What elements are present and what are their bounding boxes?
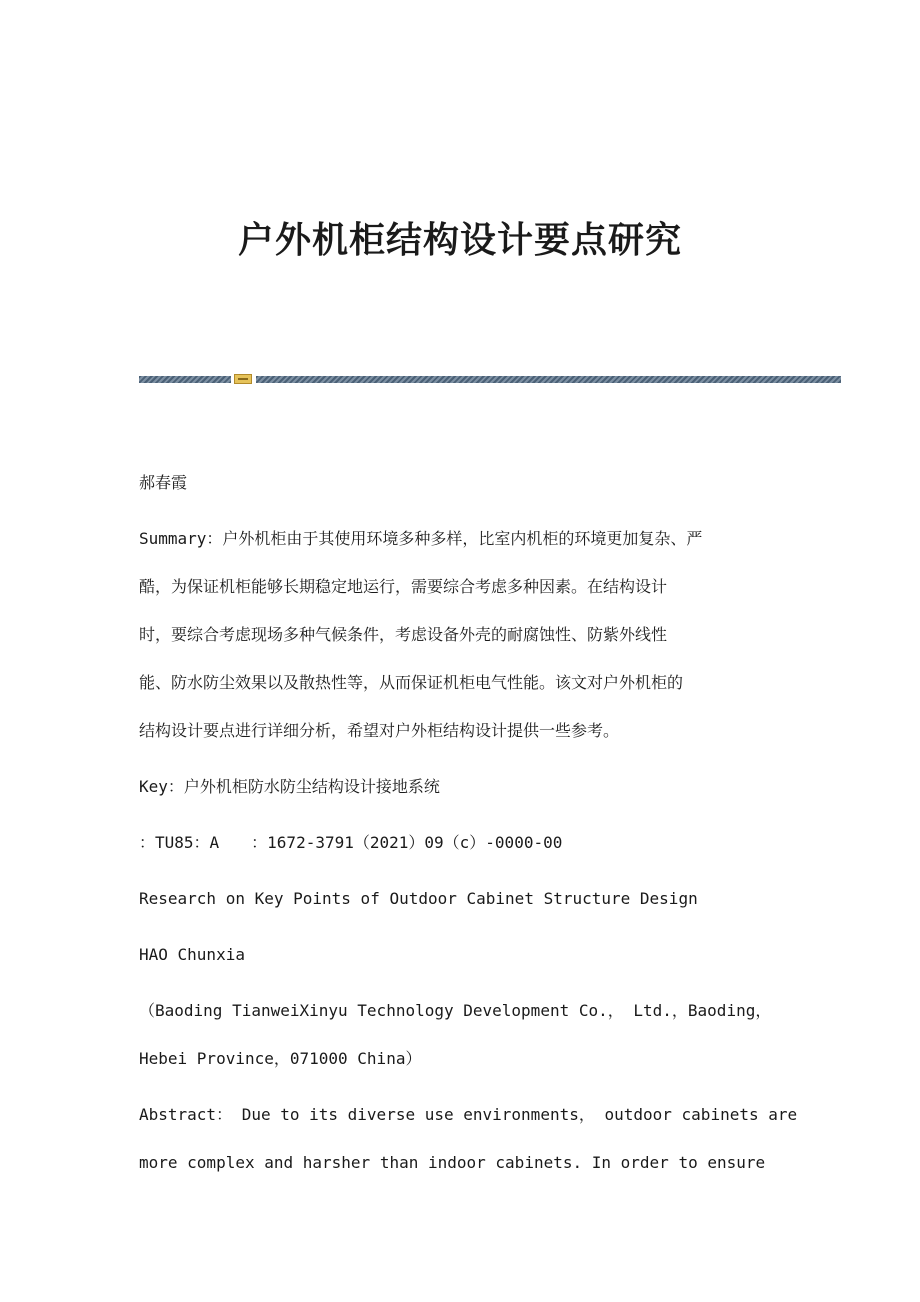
title-divider <box>139 374 841 384</box>
divider-bar-left <box>139 376 231 383</box>
keywords: Key：户外机柜防水防尘结构设计接地系统 <box>139 777 440 796</box>
abstract-paragraph <box>139 1091 798 1187</box>
summary-line: 酷，为保证机柜能够长期稳定地运行，需要综合考虑多种因素。在结构设计 <box>139 577 668 596</box>
classification-line: ：TU85：A ：1672-3791（2021）09（c）-0000-00 <box>139 833 563 852</box>
english-author: HAO Chunxia <box>139 945 245 964</box>
author-name: 郝春霞 <box>139 473 188 492</box>
abstract-line: more complex and harsher than indoor cabinets. In order to ensure <box>139 1153 766 1172</box>
summary-line: 时，要综合考虑现场多种气候条件，考虑设备外壳的耐腐蚀性、防紫外线性 <box>139 625 668 644</box>
abstract-line: Abstract： Due to its diverse use environments， outdoor cabinets are <box>139 1105 798 1124</box>
affiliation-line: Hebei Province，071000 China） <box>139 1049 422 1068</box>
paper-title: 户外机柜结构设计要点研究 <box>237 219 682 261</box>
summary-line: 能、防水防尘效果以及散热性等，从而保证机柜电气性能。该文对户外机柜的 <box>139 673 684 692</box>
affiliation-line: （Baoding TianweiXinyu Technology Development Co.， Ltd.，Baoding， <box>139 1001 772 1020</box>
affiliation <box>139 987 789 1083</box>
divider-bar-right <box>256 376 841 383</box>
summary-line: 结构设计要点进行详细分析，希望对户外柜结构设计提供一些参考。 <box>139 721 620 740</box>
summary-line: Summary：户外机柜由于其使用环境多种多样，比室内机柜的环境更加复杂、严 <box>139 529 703 548</box>
summary-paragraph <box>139 515 789 755</box>
divider-ornament-icon <box>234 374 252 384</box>
english-title: Research on Key Points of Outdoor Cabinet Structure Design <box>139 889 698 908</box>
